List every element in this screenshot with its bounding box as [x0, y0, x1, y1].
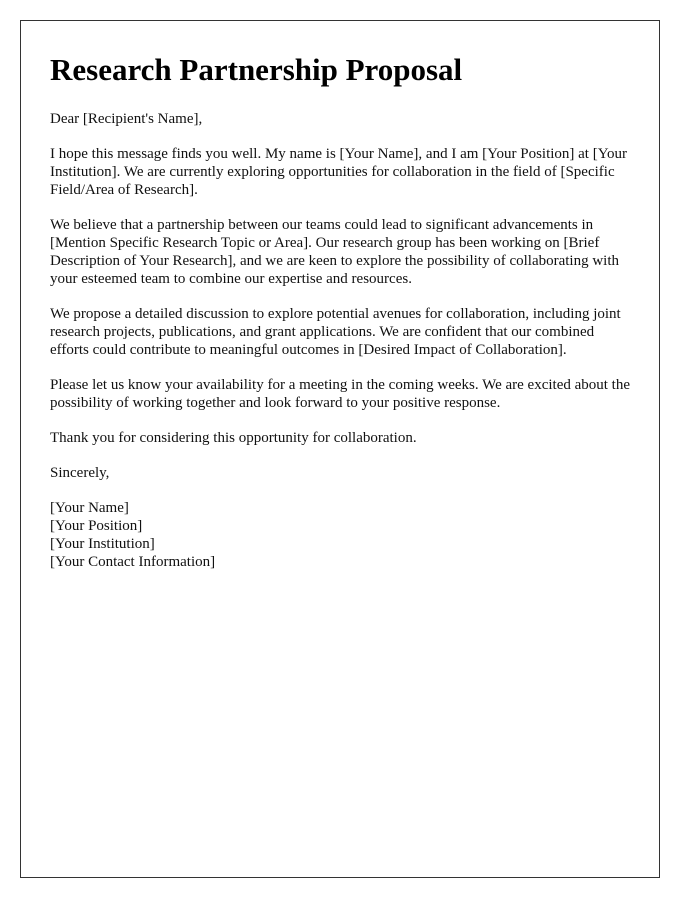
signature-institution: [Your Institution] [50, 536, 155, 552]
letter-paragraph-thanks: Thank you for considering this opportunity for collaboration. [50, 430, 417, 446]
letter-page [20, 20, 660, 878]
signature-name: [Your Name] [50, 500, 129, 516]
signature-block [50, 499, 630, 571]
signature-contact: [Your Contact Information] [50, 554, 216, 570]
letter-greeting: Dear [Recipient's Name], [50, 111, 203, 127]
letter-paragraph-partnership: We believe that a partnership between our teams could lead to significant advancements in [Mention Specific Research Topic or Area]. Our research group has been working on [Brief Description of Your Research], and we are keen to explore the possibility of collaborating with your esteemed team to combine our expertise and resources. [50, 217, 620, 287]
letter-paragraph-proposal: We propose a detailed discussion to explore potential avenues for collaboration, including joint research projects, publications, and grant applications. We are confident that our combined efforts could contribute to meaningful outcomes in [Desired Impact of Collaboration]. [50, 306, 621, 358]
signature-position: [Your Position] [50, 518, 143, 534]
letter-paragraph-availability: Please let us know your availability for a meeting in the coming weeks. We are excited about the possibility of working together and look forward to your positive response. [50, 377, 631, 411]
letter-closing: Sincerely, [50, 465, 110, 481]
letter-title: Research Partnership Proposal [50, 52, 463, 87]
letter-paragraph-intro: I hope this message finds you well. My name is [Your Name], and I am [Your Position] at [Your Institution]. We are currently exploring opportunities for collaboration in the field of [Specific Field/Area of Research]. [50, 146, 628, 198]
